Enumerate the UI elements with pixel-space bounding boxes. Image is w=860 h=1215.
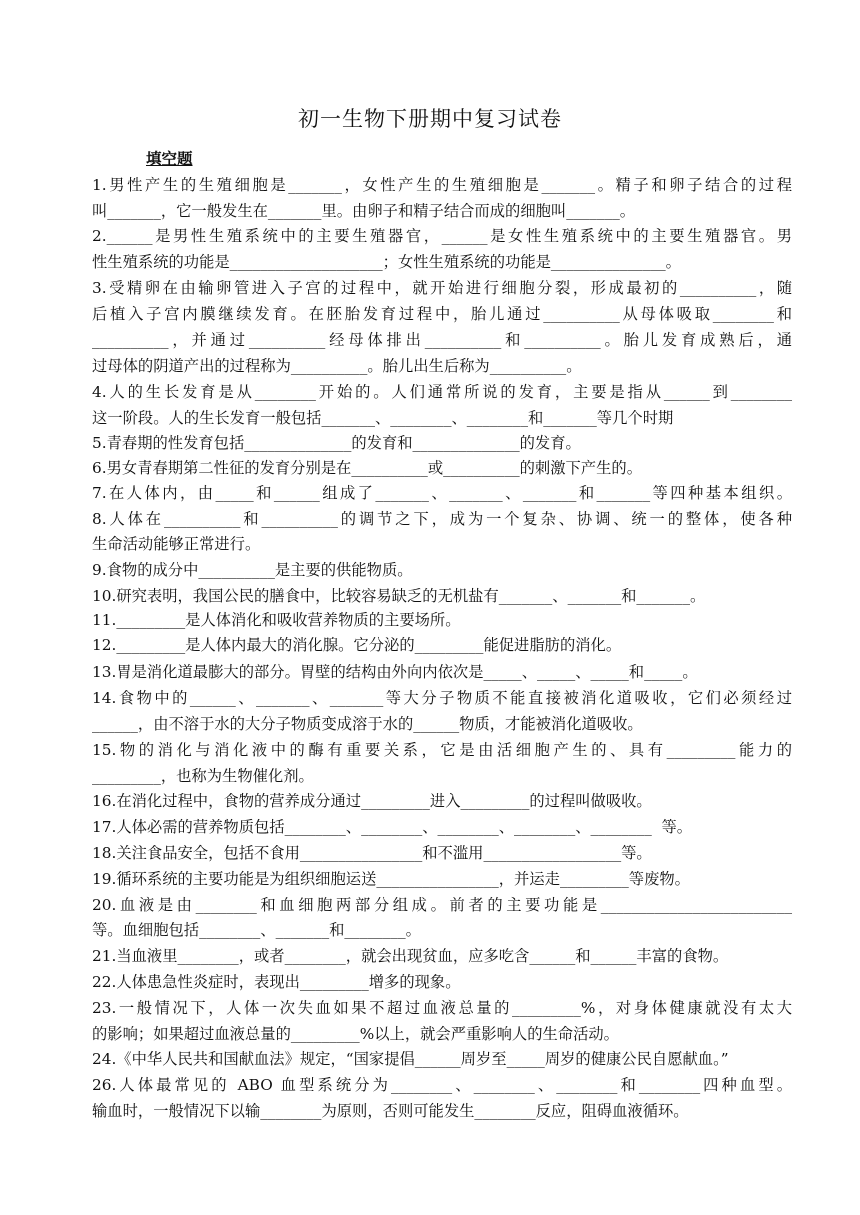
text-line: 16.在消化过程中，食物的营养成分通过_________进入_________的过程叫做吸收。 <box>92 792 652 810</box>
text-line: 17.人体必需的营养物质包括________、________、________、________、________ 等。 <box>92 818 693 836</box>
text-line: 的影响；如果超过血液总量的_________%以上，就会严重影响人的生命活动。 <box>92 1025 619 1043</box>
text-line: ______，由不溶于水的大分子物质变成溶于水的______物质，才能被消化道吸收。 <box>92 715 643 733</box>
text-line: 这一阶段。人的生长发育一般包括_______、________、________和_______等几个时期 <box>92 409 674 427</box>
text-line: 5.青春期的性发育包括______________的发育和______________的发育。 <box>92 434 581 452</box>
text-line: 8.人体在__________和__________的调节之下，成为一个复杂、协调、统一的整体，使各种 <box>92 510 792 528</box>
text-line: 12._________是人体内最大的消化腺。它分泌的_________能促进脂肪的消化。 <box>92 636 622 654</box>
text-line: 15.物的消化与消化液中的酶有重要关系，它是由活细胞产生的、具有_________能力的 <box>92 741 792 759</box>
text-line: _________，也称为生物催化剂。 <box>92 767 314 785</box>
text-line: 7.在人体内，由_____和______组成了_______、_______、_______和_______等四种基本组织。 <box>92 484 792 502</box>
text-line: 22.人体患急性炎症时，表现出_________增多的现象。 <box>92 973 461 991</box>
section-heading: 填空题 <box>146 149 193 168</box>
text-line: 13.胃是消化道最膨大的部分。胃壁的结构由外向内依次是_____、_____、_____和_____。 <box>92 663 698 681</box>
text-line: 6.男女青春期第二性征的发育分别是在__________或__________的刺激下产生的。 <box>92 459 642 477</box>
text-line: 14.食物中的______、_______、_______等大分子物质不能直接被消化道吸收，它们必须经过 <box>92 689 792 707</box>
text-line: 生命活动能够正常进行。 <box>92 535 261 553</box>
text-line: 1.男性产生的生殖细胞是_______，女性产生的生殖细胞是_______。精子和卵子结合的过程 <box>92 176 792 194</box>
text-line: 2.______是男性生殖系统中的主要生殖器官，______是女性生殖系统中的主要生殖器官。男 <box>92 227 792 245</box>
text-line: __________，并通过__________经母体排出__________和__________。胎儿发育成熟后，通 <box>92 331 792 349</box>
text-line: 20.血液是由________和血细胞两部分组成。前者的主要功能是_________________________ <box>92 896 792 914</box>
text-line: 11._________是人体消化和吸收营养物质的主要场所。 <box>92 611 461 629</box>
text-line: 叫_______，它一般发生在_______里。由卵子和精子结合而成的细胞叫_______。 <box>92 202 636 220</box>
text-line: 19.循环系统的主要功能是为组织细胞运送________________，并运走_________等废物。 <box>92 870 690 888</box>
page-title: 初一生物下册期中复习试卷 <box>298 107 562 131</box>
text-line: 9.食物的成分中__________是主要的供能物质。 <box>92 561 413 579</box>
text-line: 等。血细胞包括________、_______和________。 <box>92 921 421 939</box>
text-line: 性生殖系统的功能是____________________；女性生殖系统的功能是_______________。 <box>92 253 681 271</box>
text-line: 21.当血液里________，或者________，就会出现贫血，应多吃含______和______丰富的食物。 <box>92 947 729 965</box>
text-line: 18.关注食品安全，包括不食用________________和不滥用__________________等。 <box>92 844 652 862</box>
text-line: 4.人的生长发育是从________开始的。人们通常所说的发育，主要是指从______到________ <box>92 383 792 401</box>
text-line: 23.一般情况下，人体一次失血如果不超过血液总量的_________%，对身体健康就没有太大 <box>92 999 792 1017</box>
text-line: 后植入子宫内膜继续发育。在胚胎发育过程中，胎儿通过__________从母体吸取________和 <box>92 305 792 323</box>
text-line: 3.受精卵在由输卵管进入子宫的过程中，就开始进行细胞分裂，形成最初的__________，随 <box>92 279 792 297</box>
text-line: 10.研究表明，我国公民的膳食中，比较容易缺乏的无机盐有_______、_______和_______。 <box>92 587 706 605</box>
text-line: 24.《中华人民共和国献血法》规定，“国家提倡______周岁至_____周岁的健康公民自愿献血。” <box>92 1050 729 1068</box>
text-line: 26.人体最常见的 ABO 血型系统分为________、________、________和________四种血型。 <box>92 1076 792 1094</box>
text-line: 过母体的阴道产出的过程称为__________。胎儿出生后称为__________。 <box>92 357 582 375</box>
text-line: 输血时，一般情况下以输________为原则，否则可能发生________反应，阻碍血液循环。 <box>92 1102 689 1120</box>
